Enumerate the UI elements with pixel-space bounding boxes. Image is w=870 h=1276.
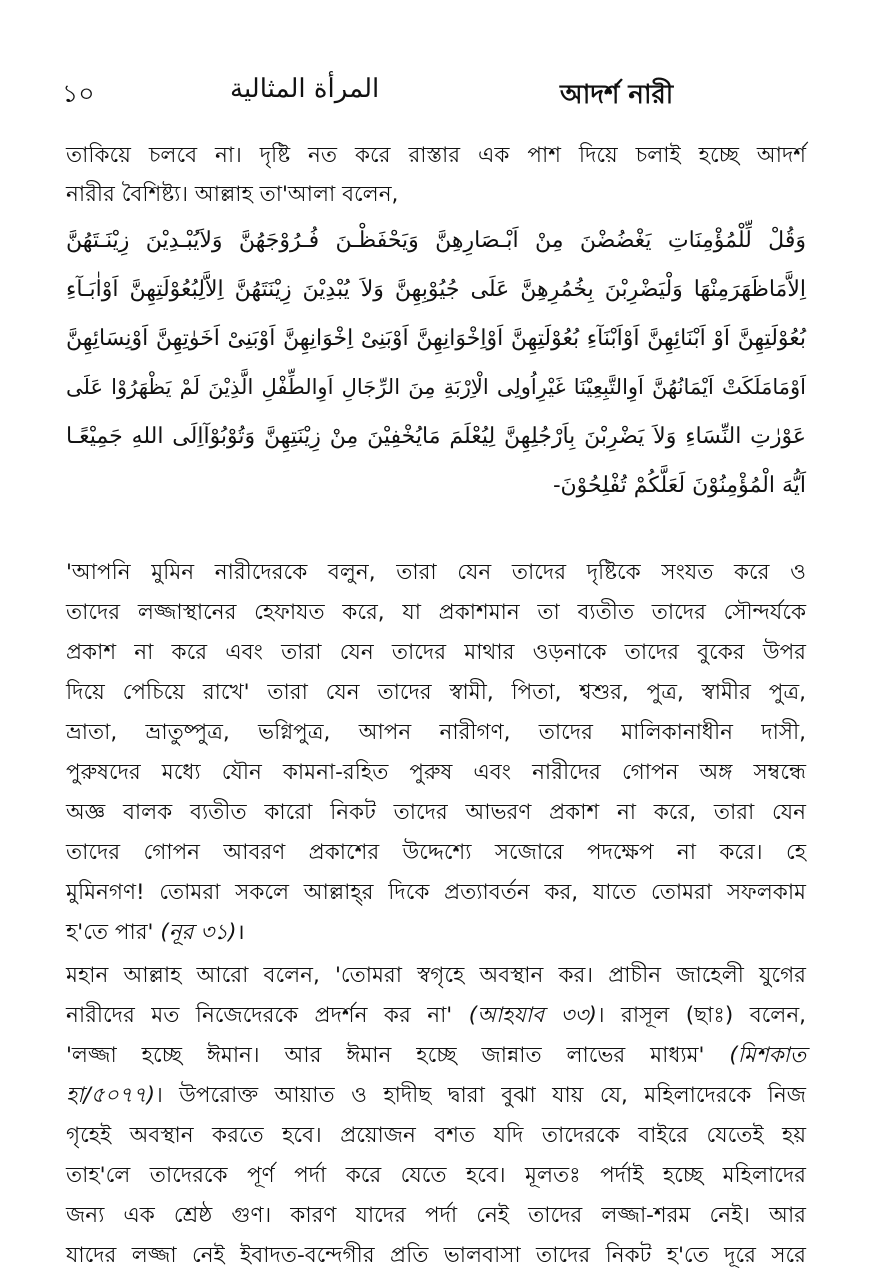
paragraph-line: তাদের গোপন আবরণ প্রকাশের উদ্দেশ্যে সজোরে পদক্ষেপ না করে। হে [66, 840, 806, 865]
paragraph-line: ভ্রাতা, ভ্রাতুষ্পুত্র, ভগ্নিপুত্র, আপন নারীগণ, তাদের মালিকানাধীন দাসী, [66, 720, 806, 745]
arabic-running-title: المرأة المثالية [230, 74, 380, 104]
paragraph-line: অজ্ঞ বালক ব্যতীত কারো নিকট তাদের আভরণ প্রকাশ না করে, তারা যেন [66, 800, 806, 825]
paragraph-line: 'আপনি মুমিন নারীদেরকে বলুন, তারা যেন তাদের দৃষ্টিকে সংযত করে ও [66, 560, 806, 585]
line-text: 'লজ্জা হচ্ছে ঈমান। আর ঈমান হচ্ছে জান্নাত লাভের মাধ্যম' [66, 1043, 705, 1068]
verse-line: وَقُلْ لِّلْمُؤْمِنَاتِ يَغْضُضْنَ مِنْ اَبْـصَارِهِنَّ وَيَحْفَظْـنَ فُـرُوْجَهُنَّ وَلاَيُبْـدِيْنَ زِيْنَـتَهُنَّ [66, 228, 806, 253]
paragraph-line: প্রকাশ না করে এবং তারা যেন তাদের মাথার ওড়নাকে তাদের বুকের উপর [66, 640, 806, 665]
line-end: । [236, 920, 245, 945]
paragraph-line: তাহ'লে তাদেরকে পূর্ণ পর্দা করে যেতে হবে। মূলতঃ পর্দাই হচ্ছে মহিলাদের [66, 1163, 806, 1188]
paragraph-line: মহান আল্লাহ আরো বলেন, 'তোমরা স্বগৃহে অবস্থান কর। প্রাচীন জাহেলী যুগের [66, 963, 806, 988]
quran-verse-arabic [66, 216, 806, 510]
paragraph-line [66, 1036, 806, 1076]
line-text: হ'তে পার' [66, 920, 154, 945]
translation-paragraph [66, 553, 806, 953]
paragraph-line: যাদের লজ্জা নেই ইবাদত-বন্দেগীর প্রতি ভালবাসা তাদের নিকট হ'তে দূরে সরে [66, 1243, 806, 1268]
paragraph-line: দিয়ে পেচিয়ে রাখে' তারা যেন তাদের স্বামী, পিতা, শ্বশুর, পুত্র, স্বামীর পুত্র, [66, 680, 806, 705]
paragraph-line [66, 996, 806, 1036]
verse-line: بُعُوْلَتِهِنَّ اَوْ اَبْنَائِهِنَّ اَوْاَبْنَآءِ بُعُوْلَتِهِنَّ اَوْاِخْوَانِهِنَّ اَوْبَنِىْ اِخْوَانِهِنَّ اَوْبَنِىْ اَخَوٰتِهِنَّ اَوْنِسَائِهِنَّ [66, 326, 806, 351]
line-text: নারীদের মত নিজেদেরকে প্রদর্শন কর না' [66, 1003, 453, 1028]
paragraph-line: তাদের লজ্জাস্থানের হেফাযত করে, যা প্রকাশমান তা ব্যতীত তাদের সৌন্দর্যকে [66, 600, 806, 625]
page-number: ১০ [62, 79, 95, 108]
commentary-paragraph [66, 956, 806, 1276]
intro-paragraph [66, 137, 806, 214]
citation: (মিশকাত [729, 1043, 806, 1068]
citation: হা/৫০৭৭) [66, 1083, 156, 1108]
paragraph-line [66, 913, 806, 953]
paragraph-line: জন্য এক শ্রেষ্ঠ গুণ। কারণ যাদের পর্দা নেই তাদের লজ্জা-শরম নেই। আর [66, 1203, 806, 1228]
verse-line: عَوْرٰتِ النِّسَاءِ وَلاَ يَضْرِبْنَ بِاَرْجُلِهِنَّ لِيُعْلَمَ مَايُخْفِيْنَ مِنْ زِيْنَتِهِنَّ وَتُوْبُوْآاِلَى اللهِ جَمِيْعًـا [66, 424, 806, 449]
paragraph-line: নারীর বৈশিষ্ট্য। আল্লাহ তা'আলা বলেন, [66, 181, 399, 207]
paragraph-line: পুরুষদের মধ্যে যৌন কামনা-রহিত পুরুষ এবং নারীদের গোপন অঙ্গ সম্বন্ধে [66, 760, 806, 785]
paragraph-line: তাকিয়ে চলবে না। দৃষ্টি নত করে রাস্তার এক পাশ দিয়ে চলাই হচ্ছে আদর্শ [66, 143, 806, 168]
paragraph-line: মুমিনগণ! তোমরা সকলে আল্লাহ্‌র দিকে প্রত্যাবর্তন কর, যাতে তোমরা সফলকাম [66, 880, 806, 905]
bengali-running-title: আদর্শ নারী [560, 80, 674, 110]
verse-line: اِلاَّمَاظَهَرَمِنْهَا وَلْيَضْرِبْنَ بِخُمُرِهِنَّ عَلَى جُيُوْبِهِنَّ وَلاَ يُبْدِيْنَ زِيْنَتَهُنَّ اِلاَّلِبُعُوْلَتِهِنَّ اَوْاٰبَـآءِ [66, 277, 806, 302]
citation: (নূর ৩১) [160, 920, 237, 945]
verse-line: اَيُّهَ الْمُؤْمِنُوْنَ لَعَلَّكُمْ تُفْلِحُوْنَ- [553, 473, 806, 498]
citation: (আহযাব ৩৩) [468, 1003, 597, 1028]
verse-line: اَوْمَامَلَكَتْ اَيْمَانُهُنَّ اَوِالتَّبِعِيْنَا غَيْرِاُولِى الْاِرْبَةِ مِنَ الرِّجَالِ اَوِالطِّفْلِ الَّذِيْنَ لَمْ يَظْهَرُوْا عَلَى [66, 375, 806, 399]
paragraph-line [66, 1076, 806, 1116]
line-text: । উপরোক্ত আয়াত ও হাদীছ দ্বারা বুঝা যায় যে, মহিলাদেরকে নিজ [155, 1083, 806, 1108]
paragraph-line: গৃহেই অবস্থান করতে হবে। প্রয়োজন বশত যদি তাদেরকে বাইরে যেতেই হয় [66, 1123, 806, 1148]
line-text: । রাসূল (ছাঃ) বলেন, [596, 1003, 806, 1028]
